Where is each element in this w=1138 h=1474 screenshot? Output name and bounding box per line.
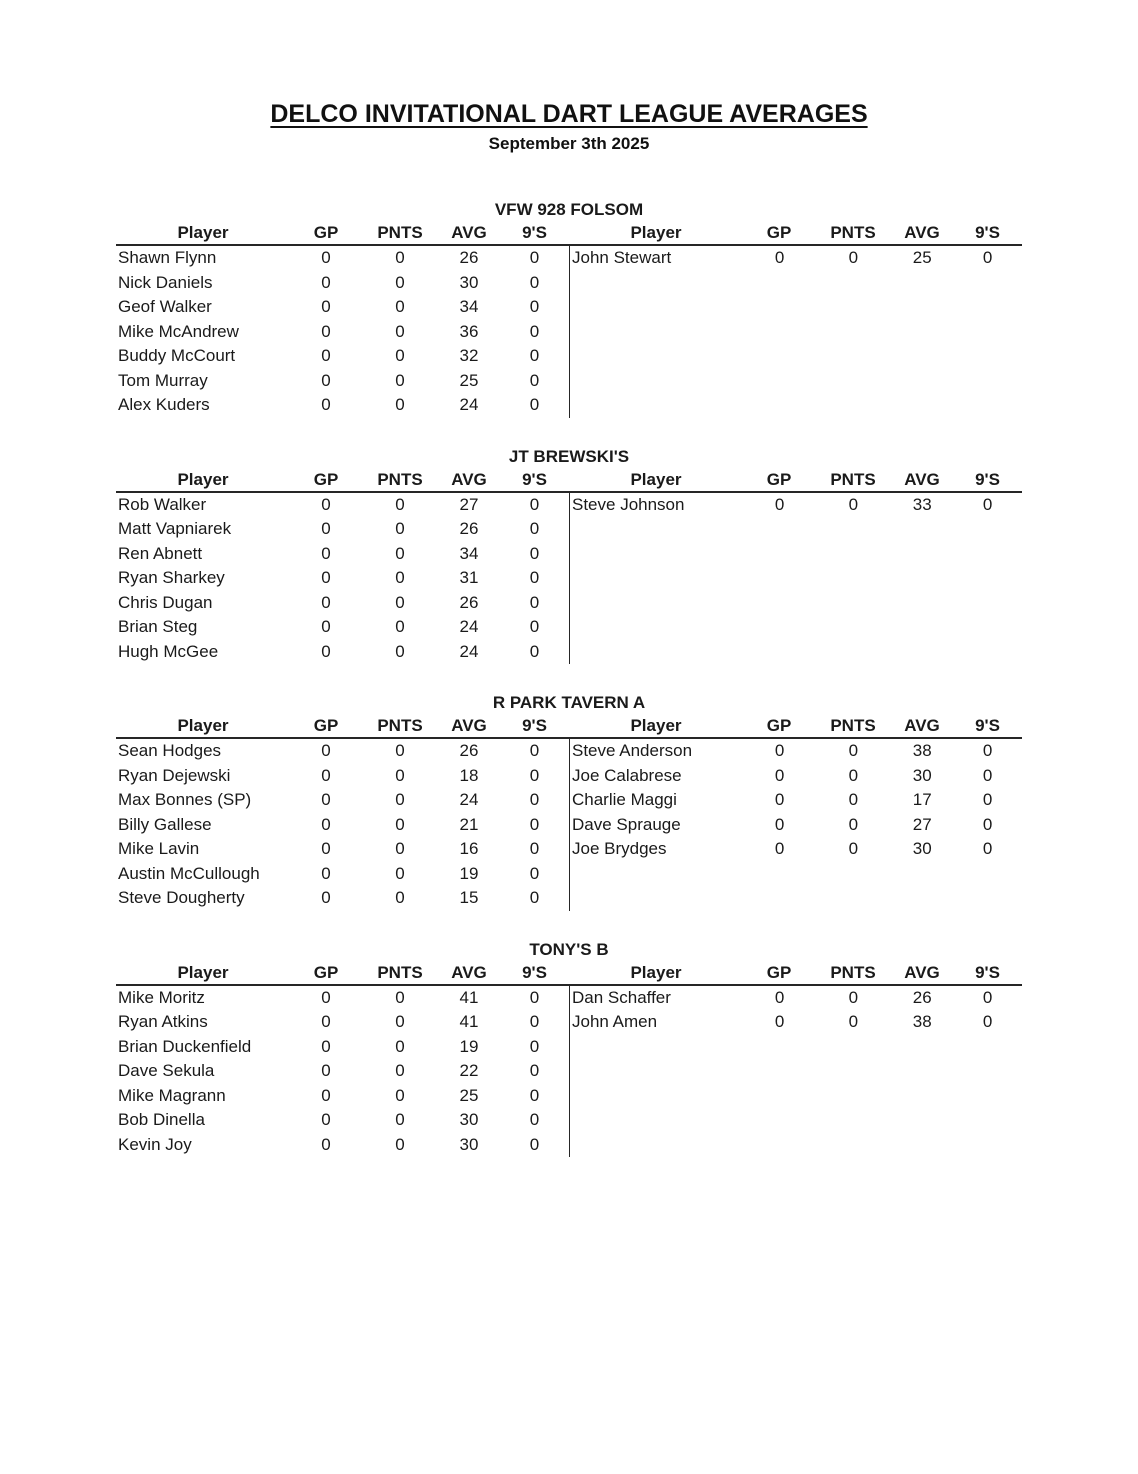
nines-cell: 0 <box>529 568 540 587</box>
gp-cell: 0 <box>321 617 331 636</box>
player-name-cell: Brian Duckenfield <box>118 1036 252 1056</box>
player-row <box>116 640 569 665</box>
player-row <box>116 615 569 640</box>
player-name-cell: Dave Sekula <box>118 1061 215 1080</box>
table-header-left <box>116 962 569 984</box>
player-row <box>116 369 569 394</box>
pnts-cell: 0 <box>395 1012 405 1031</box>
gp-cell: 0 <box>321 248 331 267</box>
table-left-half <box>116 493 569 665</box>
gp-cell: 0 <box>321 790 331 809</box>
gp-cell: 0 <box>321 494 331 514</box>
player-row <box>116 246 569 271</box>
table-header-right <box>569 222 1022 244</box>
player-name-cell: John Amen <box>572 1012 658 1031</box>
pnts-cell: 0 <box>395 1134 405 1154</box>
document-title: DELCO INVITATIONAL DART LEAGUE AVERAGES <box>270 100 868 128</box>
team-name: TONY'S B <box>529 939 609 959</box>
avg-cell: 19 <box>459 863 479 883</box>
table-left-half <box>116 986 569 1158</box>
player-name-cell: Billy Gallese <box>118 814 212 834</box>
column-header-gp: GP <box>313 223 339 242</box>
pnts-cell: 0 <box>395 272 405 292</box>
player-row <box>116 1108 569 1133</box>
table-body <box>116 986 1022 1158</box>
column-header-pnts: PNTS <box>830 223 876 242</box>
avg-cell: 25 <box>912 248 932 267</box>
player-row <box>570 739 1022 764</box>
gp-cell: 0 <box>774 248 785 267</box>
gp-cell: 0 <box>321 1085 331 1105</box>
gp-cell: 0 <box>321 1036 331 1056</box>
player-row <box>570 813 1022 838</box>
pnts-cell: 0 <box>395 1036 405 1056</box>
nines-cell: 0 <box>529 814 540 834</box>
table-header-left <box>116 222 569 244</box>
pnts-cell: 0 <box>848 1012 859 1031</box>
team-section-jt-brewski-s <box>116 445 1022 665</box>
nines-cell: 0 <box>529 987 540 1007</box>
player-name-cell: Dan Schaffer <box>572 987 671 1007</box>
gp-cell: 0 <box>321 888 331 907</box>
avg-cell: 36 <box>459 321 479 341</box>
gp-cell: 0 <box>774 814 785 834</box>
avg-cell: 26 <box>459 519 479 538</box>
avg-cell: 38 <box>912 1012 932 1031</box>
pnts-cell: 0 <box>395 1110 405 1129</box>
gp-cell: 0 <box>321 519 331 538</box>
avg-cell: 26 <box>459 592 479 612</box>
pnts-cell: 0 <box>395 617 405 636</box>
player-row <box>570 493 1022 518</box>
player-name-cell: Joe Brydges <box>572 839 667 858</box>
player-row <box>116 764 569 789</box>
nines-cell: 0 <box>529 617 540 636</box>
player-row <box>116 542 569 567</box>
pnts-cell: 0 <box>395 641 405 661</box>
player-row <box>116 1133 569 1158</box>
avg-cell: 24 <box>459 395 479 414</box>
pnts-cell: 0 <box>395 790 405 809</box>
gp-cell: 0 <box>321 1012 331 1031</box>
player-name-cell: Rob Walker <box>118 494 207 514</box>
avg-cell: 34 <box>459 297 479 316</box>
player-row <box>570 986 1022 1011</box>
player-name-cell: Ren Abnett <box>118 543 203 563</box>
table-right-half <box>569 739 1022 911</box>
avg-cell: 31 <box>459 568 479 587</box>
pnts-cell: 0 <box>395 987 405 1007</box>
pnts-cell: 0 <box>395 370 405 390</box>
player-row <box>116 271 569 296</box>
gp-cell: 0 <box>321 641 331 661</box>
player-name-cell: Matt Vapniarek <box>118 519 232 538</box>
column-header-gp: GP <box>766 962 792 982</box>
pnts-cell: 0 <box>848 494 859 514</box>
avg-cell: 30 <box>459 1110 479 1129</box>
player-name-cell: Austin McCullough <box>118 863 260 883</box>
avg-cell: 22 <box>459 1061 479 1080</box>
nines-cell: 0 <box>982 839 993 858</box>
avg-cell: 26 <box>912 987 932 1007</box>
avg-cell: 32 <box>459 346 479 365</box>
column-header-player: Player <box>177 469 229 489</box>
table-header-left <box>116 715 569 737</box>
column-header-player: Player <box>630 469 682 489</box>
player-row <box>116 320 569 345</box>
column-header-nines: 9'S <box>975 223 1000 242</box>
nines-cell: 0 <box>982 987 993 1007</box>
pnts-cell: 0 <box>395 568 405 587</box>
pnts-cell: 0 <box>848 987 859 1007</box>
gp-cell: 0 <box>321 765 331 785</box>
avg-cell: 24 <box>459 641 479 661</box>
player-row <box>116 862 569 887</box>
column-header-avg: AVG <box>451 469 487 489</box>
player-name-cell: Joe Calabrese <box>572 765 682 785</box>
avg-cell: 33 <box>912 494 932 514</box>
player-name-cell: Kevin Joy <box>118 1134 192 1154</box>
avg-cell: 34 <box>459 543 479 563</box>
player-row <box>116 493 569 518</box>
gp-cell: 0 <box>321 395 331 414</box>
gp-cell: 0 <box>321 814 331 834</box>
table-left-half <box>116 246 569 418</box>
nines-cell: 0 <box>529 765 540 785</box>
player-row <box>116 739 569 764</box>
avg-cell: 15 <box>459 888 479 907</box>
pnts-cell: 0 <box>395 543 405 563</box>
nines-cell: 0 <box>529 519 540 538</box>
league-sections <box>0 198 1138 1157</box>
player-row <box>116 1059 569 1084</box>
avg-cell: 27 <box>912 814 932 834</box>
player-name-cell: Steve Anderson <box>572 741 693 760</box>
player-name-cell: Alex Kuders <box>118 395 210 414</box>
player-name-cell: Max Bonnes (SP) <box>118 790 252 809</box>
avg-cell: 30 <box>459 1134 479 1154</box>
nines-cell: 0 <box>529 1061 540 1080</box>
gp-cell: 0 <box>321 1110 331 1129</box>
column-header-avg: AVG <box>904 962 940 982</box>
player-row <box>116 344 569 369</box>
nines-cell: 0 <box>529 839 540 858</box>
team-section-tony-s-b <box>116 938 1022 1158</box>
player-row <box>116 837 569 862</box>
gp-cell: 0 <box>321 346 331 365</box>
column-header-nines: 9'S <box>975 962 1000 982</box>
avg-cell: 27 <box>459 494 479 514</box>
player-name-cell: Brian Steg <box>118 617 198 636</box>
avg-cell: 25 <box>459 1085 479 1105</box>
gp-cell: 0 <box>774 1012 785 1031</box>
gp-cell: 0 <box>321 272 331 292</box>
column-header-pnts: PNTS <box>830 716 876 735</box>
pnts-cell: 0 <box>395 765 405 785</box>
table-header-right <box>569 715 1022 737</box>
nines-cell: 0 <box>529 641 540 661</box>
nines-cell: 0 <box>982 741 993 760</box>
gp-cell: 0 <box>774 494 785 514</box>
table-header-right <box>569 469 1022 491</box>
table-header-row <box>116 222 1022 246</box>
pnts-cell: 0 <box>395 346 405 365</box>
nines-cell: 0 <box>529 1036 540 1056</box>
column-header-player: Player <box>630 716 682 735</box>
avg-cell: 25 <box>459 370 479 390</box>
column-header-nines: 9'S <box>522 962 547 982</box>
player-name-cell: John Stewart <box>572 248 672 267</box>
table-body <box>116 246 1022 418</box>
column-header-pnts: PNTS <box>377 716 423 735</box>
gp-cell: 0 <box>321 863 331 883</box>
column-header-pnts: PNTS <box>830 469 876 489</box>
pnts-cell: 0 <box>395 494 405 514</box>
column-header-nines: 9'S <box>975 716 1000 735</box>
column-header-avg: AVG <box>904 716 940 735</box>
document-date: September 3th 2025 <box>488 134 650 153</box>
column-header-avg: AVG <box>451 962 487 982</box>
gp-cell: 0 <box>321 297 331 316</box>
pnts-cell: 0 <box>848 814 859 834</box>
pnts-cell: 0 <box>395 1061 405 1080</box>
pnts-cell: 0 <box>395 1085 405 1105</box>
player-name-cell: Sean Hodges <box>118 741 222 760</box>
column-header-gp: GP <box>313 716 339 735</box>
nines-cell: 0 <box>982 790 993 809</box>
nines-cell: 0 <box>982 494 993 514</box>
nines-cell: 0 <box>529 494 540 514</box>
avg-cell: 24 <box>459 790 479 809</box>
gp-cell: 0 <box>321 1134 331 1154</box>
column-header-avg: AVG <box>904 223 940 242</box>
nines-cell: 0 <box>529 346 540 365</box>
player-name-cell: Tom Murray <box>118 370 208 390</box>
nines-cell: 0 <box>529 297 540 316</box>
column-header-player: Player <box>177 962 229 982</box>
pnts-cell: 0 <box>395 395 405 414</box>
player-name-cell: Mike Moritz <box>118 987 205 1007</box>
avg-cell: 18 <box>459 765 479 785</box>
player-name-cell: Bob Dinella <box>118 1110 205 1129</box>
pnts-cell: 0 <box>395 741 405 760</box>
gp-cell: 0 <box>321 543 331 563</box>
gp-cell: 0 <box>774 839 785 858</box>
pnts-cell: 0 <box>395 519 405 538</box>
player-row <box>116 813 569 838</box>
nines-cell: 0 <box>529 395 540 414</box>
nines-cell: 0 <box>529 248 540 267</box>
column-header-avg: AVG <box>451 716 487 735</box>
player-name-cell: Ryan Atkins <box>118 1012 208 1031</box>
gp-cell: 0 <box>774 765 785 785</box>
player-name-cell: Mike McAndrew <box>118 321 239 341</box>
avg-cell: 21 <box>459 814 479 834</box>
nines-cell: 0 <box>529 863 540 883</box>
pnts-cell: 0 <box>848 790 859 809</box>
pnts-cell: 0 <box>848 248 859 267</box>
gp-cell: 0 <box>321 568 331 587</box>
avg-cell: 16 <box>459 839 479 858</box>
avg-cell: 17 <box>912 790 932 809</box>
table-header-row <box>116 469 1022 493</box>
player-name-cell: Mike Magrann <box>118 1085 226 1105</box>
column-header-gp: GP <box>766 469 792 489</box>
player-name-cell: Nick Daniels <box>118 272 213 292</box>
column-header-avg: AVG <box>904 469 940 489</box>
column-header-player: Player <box>630 223 682 242</box>
player-name-cell: Steve Johnson <box>572 494 685 514</box>
column-header-nines: 9'S <box>522 223 547 242</box>
nines-cell: 0 <box>529 1134 540 1154</box>
avg-cell: 19 <box>459 1036 479 1056</box>
pnts-cell: 0 <box>395 592 405 612</box>
avg-cell: 30 <box>912 765 932 785</box>
avg-cell: 38 <box>912 741 932 760</box>
pnts-cell: 0 <box>395 814 405 834</box>
table-left-half <box>116 739 569 911</box>
nines-cell: 0 <box>529 592 540 612</box>
gp-cell: 0 <box>321 592 331 612</box>
player-row <box>116 1035 569 1060</box>
gp-cell: 0 <box>321 370 331 390</box>
table-right-half <box>569 986 1022 1158</box>
table-header-row <box>116 962 1022 986</box>
column-header-pnts: PNTS <box>377 223 423 242</box>
player-row <box>570 246 1022 271</box>
pnts-cell: 0 <box>395 297 405 316</box>
column-header-player: Player <box>630 962 682 982</box>
column-header-gp: GP <box>313 962 339 982</box>
player-row <box>570 788 1022 813</box>
pnts-cell: 0 <box>848 839 859 858</box>
player-row <box>116 1084 569 1109</box>
nines-cell: 0 <box>529 321 540 341</box>
player-name-cell: Chris Dugan <box>118 592 213 612</box>
nines-cell: 0 <box>529 272 540 292</box>
column-header-gp: GP <box>766 716 792 735</box>
gp-cell: 0 <box>321 321 331 341</box>
column-header-avg: AVG <box>451 223 487 242</box>
gp-cell: 0 <box>774 790 785 809</box>
table-right-half <box>569 246 1022 418</box>
player-row <box>116 788 569 813</box>
nines-cell: 0 <box>529 1012 540 1031</box>
avg-cell: 26 <box>459 248 479 267</box>
player-name-cell: Buddy McCourt <box>118 346 236 365</box>
table-header-left <box>116 469 569 491</box>
pnts-cell: 0 <box>395 248 405 267</box>
team-section-vfw-928-folsom <box>116 198 1022 418</box>
player-row <box>116 517 569 542</box>
player-row <box>116 886 569 911</box>
team-name: VFW 928 FOLSOM <box>494 200 644 219</box>
team-name: R PARK TAVERN A <box>492 693 646 712</box>
nines-cell: 0 <box>529 1085 540 1105</box>
nines-cell: 0 <box>529 741 540 760</box>
gp-cell: 0 <box>321 1061 331 1080</box>
nines-cell: 0 <box>982 1012 993 1031</box>
table-body <box>116 739 1022 911</box>
column-header-nines: 9'S <box>522 716 547 735</box>
avg-cell: 41 <box>459 987 479 1007</box>
gp-cell: 0 <box>774 741 785 760</box>
nines-cell: 0 <box>982 814 993 834</box>
pnts-cell: 0 <box>395 839 405 858</box>
gp-cell: 0 <box>321 987 331 1007</box>
pnts-cell: 0 <box>395 321 405 341</box>
team-name: JT BREWSKI'S <box>508 446 630 466</box>
avg-cell: 30 <box>459 272 479 292</box>
nines-cell: 0 <box>982 765 993 785</box>
gp-cell: 0 <box>321 741 331 760</box>
column-header-nines: 9'S <box>522 469 547 489</box>
pnts-cell: 0 <box>395 888 405 907</box>
player-name-cell: Hugh McGee <box>118 641 219 661</box>
player-name-cell: Ryan Dejewski <box>118 765 231 785</box>
table-body <box>116 493 1022 665</box>
player-name-cell: Charlie Maggi <box>572 790 677 809</box>
column-header-player: Player <box>177 716 229 735</box>
player-name-cell: Steve Dougherty <box>118 888 245 907</box>
player-row <box>570 837 1022 862</box>
player-row <box>570 764 1022 789</box>
player-row <box>116 591 569 616</box>
nines-cell: 0 <box>982 248 993 267</box>
nines-cell: 0 <box>529 543 540 563</box>
avg-cell: 41 <box>459 1012 479 1031</box>
player-name-cell: Dave Sprauge <box>572 814 681 834</box>
nines-cell: 0 <box>529 888 540 907</box>
column-header-gp: GP <box>766 223 792 242</box>
column-header-gp: GP <box>313 469 339 489</box>
gp-cell: 0 <box>321 839 331 858</box>
avg-cell: 30 <box>912 839 932 858</box>
player-row <box>116 986 569 1011</box>
pnts-cell: 0 <box>395 863 405 883</box>
gp-cell: 0 <box>774 987 785 1007</box>
player-row <box>116 393 569 418</box>
player-row <box>116 295 569 320</box>
pnts-cell: 0 <box>848 765 859 785</box>
avg-cell: 26 <box>459 741 479 760</box>
nines-cell: 0 <box>529 790 540 809</box>
player-row <box>570 1010 1022 1035</box>
player-row <box>116 1010 569 1035</box>
table-header-right <box>569 962 1022 984</box>
player-name-cell: Ryan Sharkey <box>118 568 225 587</box>
team-section-r-park-tavern-a <box>116 691 1022 911</box>
avg-cell: 24 <box>459 617 479 636</box>
player-name-cell: Shawn Flynn <box>118 248 217 267</box>
player-name-cell: Mike Lavin <box>118 839 200 858</box>
table-right-half <box>569 493 1022 665</box>
column-header-player: Player <box>177 223 229 242</box>
player-row <box>116 566 569 591</box>
column-header-pnts: PNTS <box>377 469 423 489</box>
column-header-pnts: PNTS <box>377 962 423 982</box>
nines-cell: 0 <box>529 370 540 390</box>
column-header-pnts: PNTS <box>830 962 876 982</box>
table-header-row <box>116 715 1022 739</box>
column-header-nines: 9'S <box>975 469 1000 489</box>
pnts-cell: 0 <box>848 741 859 760</box>
player-name-cell: Geof Walker <box>118 297 212 316</box>
nines-cell: 0 <box>529 1110 540 1129</box>
